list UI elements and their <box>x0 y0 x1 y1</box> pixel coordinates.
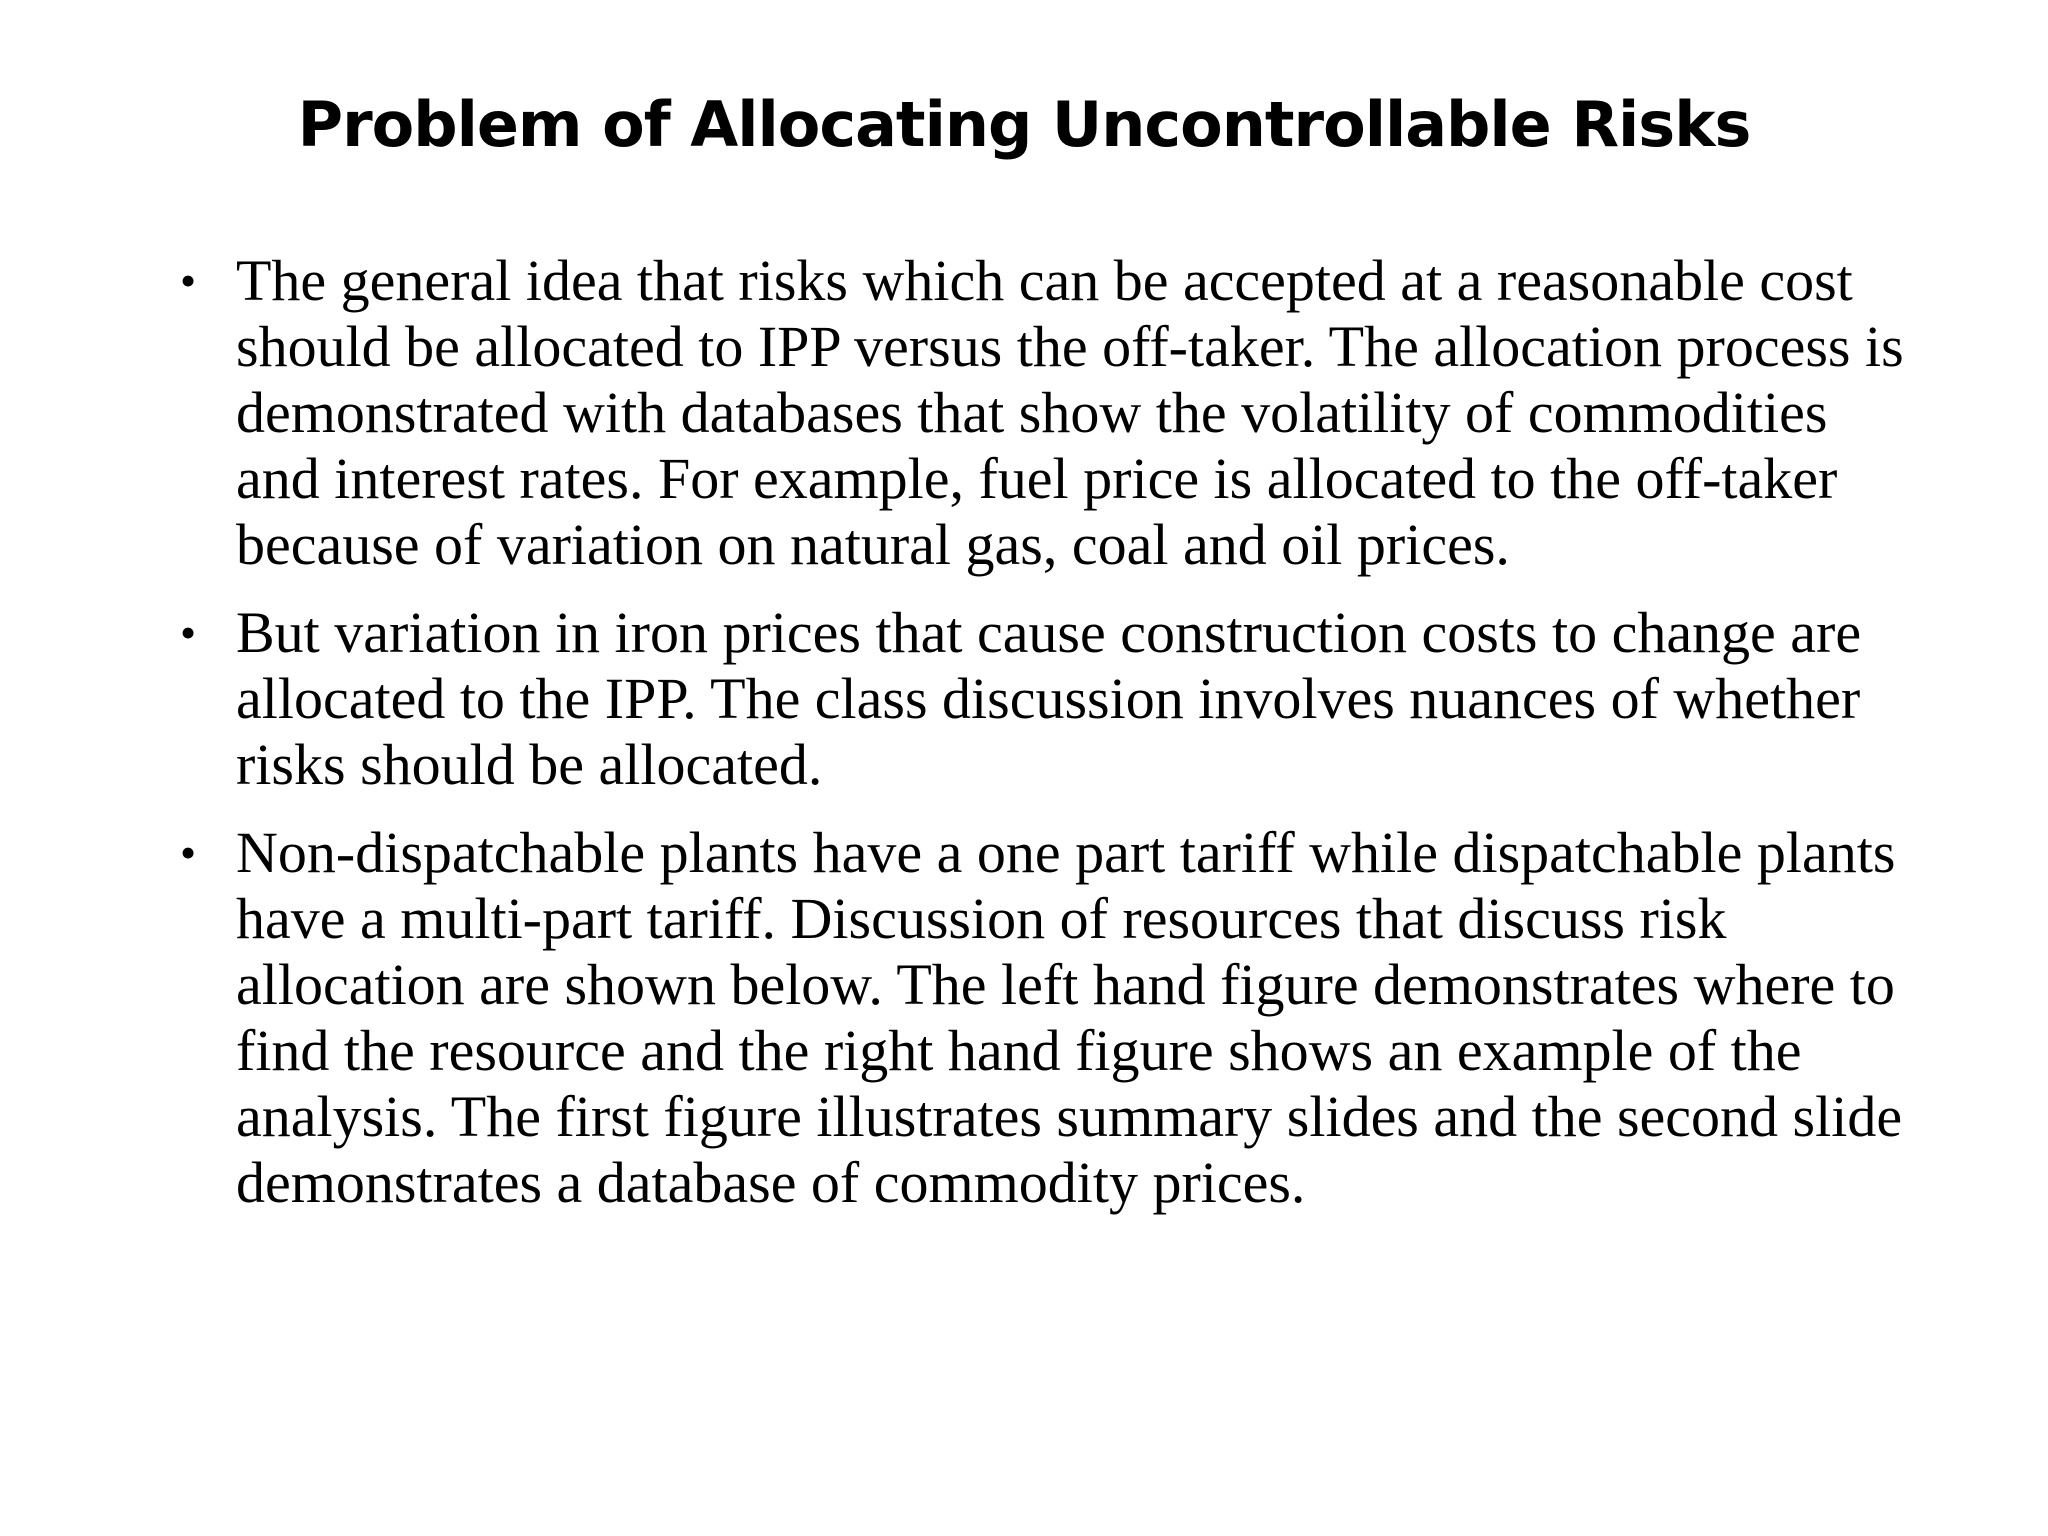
bullet-list <box>180 248 1920 1238</box>
bullet-text: The general idea that risks which can be accepted at a reasonable cost should be allocated to IPP versus the off-taker. The allocation process is demonstrated with databases that show the volatility of commodities and interest rates. For example, fuel price is allocated to the off-taker because of variation on natural gas, coal and oil prices. <box>236 248 1904 577</box>
bullet-icon: • <box>180 255 197 306</box>
slide-title: Problem of Allocating Uncontrollable Risks <box>297 88 1751 161</box>
bullet-icon: • <box>180 827 197 878</box>
bullet-text: Non-dispatchable plants have a one part tariff while dispatchable plants have a multi-part tariff. Discussion of resources that discuss risk allocation are shown below. The left hand figure demonstrates where to find the resource and the right hand figure shows an example of the analysis. The first figure illustrates summary slides and the second slide demonstrates a database of commodity prices. <box>236 820 1903 1215</box>
bullet-item <box>180 600 1920 798</box>
bullet-item <box>180 820 1920 1216</box>
bullet-icon: • <box>180 607 197 658</box>
bullet-item <box>180 248 1920 578</box>
bullet-text: But variation in iron prices that cause construction costs to change are allocated to the IPP. The class discussion involves nuances of whether risks should be allocated. <box>236 600 1862 797</box>
